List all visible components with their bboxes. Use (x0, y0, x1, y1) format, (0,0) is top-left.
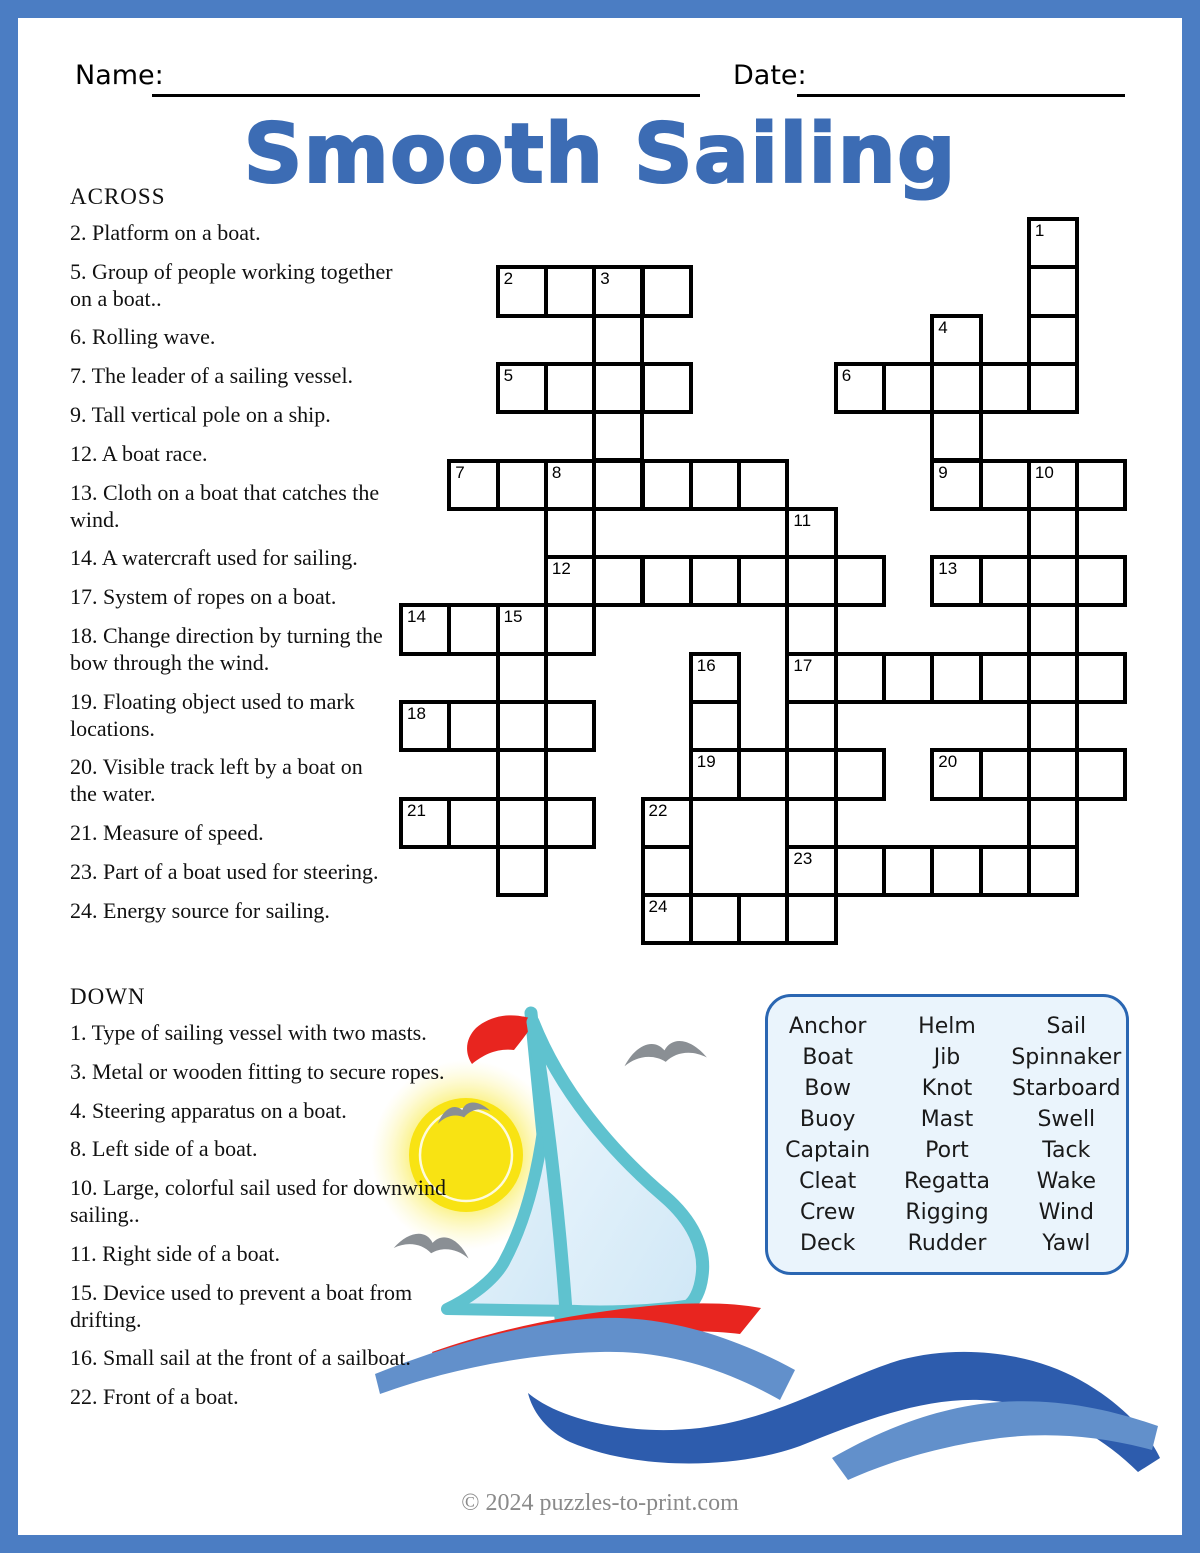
grid-cell[interactable] (592, 410, 644, 462)
clue-9: 9. Tall vertical pole on a ship. (70, 402, 331, 428)
grid-cell[interactable] (785, 797, 837, 849)
grid-cell[interactable] (1027, 362, 1079, 414)
grid-cell[interactable] (1075, 459, 1127, 511)
clue-3: 3. Metal or wooden fitting to secure ropes. (70, 1058, 445, 1084)
grid-cell[interactable] (1075, 652, 1127, 704)
grid-cell[interactable] (544, 797, 596, 849)
clue-20: 20. Visible track left by a boat on the water. (70, 754, 363, 807)
copyright-footer: © 2024 puzzles-to-print.com (461, 1490, 739, 1516)
grid-cell-12[interactable] (544, 555, 596, 607)
cell-number: 9 (938, 462, 948, 482)
grid-cell[interactable] (1027, 797, 1079, 849)
word-bank-word: Spinnaker (1011, 1044, 1122, 1070)
cell-number: 24 (648, 897, 668, 917)
grid-cell[interactable] (496, 748, 548, 800)
grid-cell[interactable] (785, 555, 837, 607)
grid-cell[interactable] (689, 700, 741, 752)
cell-number: 16 (696, 655, 716, 675)
word-bank-word: Deck (800, 1230, 856, 1256)
grid-cell[interactable] (882, 652, 934, 704)
grid-cell[interactable] (785, 700, 837, 752)
clue-8: 8. Left side of a boat. (70, 1136, 258, 1162)
grid-cell-13[interactable] (930, 555, 982, 607)
grid-cell[interactable] (496, 652, 548, 704)
word-bank-word: Wake (1036, 1168, 1096, 1194)
word-bank-word: Tack (1042, 1137, 1091, 1163)
grid-cell[interactable] (882, 845, 934, 897)
grid-cell[interactable] (544, 362, 596, 414)
grid-cell[interactable] (641, 555, 693, 607)
grid-cell[interactable] (1027, 507, 1079, 559)
grid-cell[interactable] (979, 748, 1031, 800)
cell-number: 8 (551, 462, 562, 482)
word-bank-word: Captain (785, 1137, 871, 1163)
clue-23: 23. Part of a boat used for steering. (70, 858, 379, 884)
clue-14: 14. A watercraft used for sailing. (70, 545, 358, 571)
word-bank-word: Knot (921, 1075, 973, 1101)
grid-cell[interactable] (592, 362, 644, 414)
word-bank-word: Boat (802, 1044, 853, 1070)
grid-cell[interactable] (834, 652, 886, 704)
word-bank-word: Sail (1046, 1013, 1087, 1039)
word-bank-column (768, 1011, 887, 1259)
cell-number: 18 (407, 704, 426, 723)
word-bank-word: Rudder (907, 1230, 987, 1256)
grid-cell[interactable] (785, 603, 837, 655)
clue-16: 16. Small sail at the front of a sailboat. (70, 1345, 411, 1371)
grid-cell-21[interactable] (399, 797, 451, 849)
grid-cell[interactable] (447, 603, 499, 655)
grid-cell-23[interactable] (785, 845, 837, 897)
clue-7: 7. The leader of a sailing vessel. (70, 363, 354, 389)
seagull-icon (623, 1038, 707, 1066)
grid-cell[interactable] (544, 507, 596, 559)
clue-10: 10. Large, colorful sail used for downwind sailing.. (70, 1175, 446, 1228)
clue-13: 13. Cloth on a boat that catches the wind. (70, 479, 380, 532)
cell-number: 15 (503, 607, 523, 627)
grid-cell[interactable] (1027, 845, 1079, 897)
clue-5: 5. Group of people working together on a boat.. (70, 258, 393, 311)
grid-cell[interactable] (689, 893, 741, 945)
grid-cell[interactable] (737, 459, 789, 511)
word-bank-word: Anchor (788, 1013, 867, 1039)
grid-cell-4[interactable] (930, 314, 982, 366)
grid-cell[interactable] (1027, 314, 1079, 366)
word-bank-word: Cleat (799, 1168, 857, 1194)
word-bank-word: Bow (804, 1075, 851, 1101)
grid-cell[interactable] (834, 748, 886, 800)
word-bank-word: Regatta (903, 1168, 990, 1194)
word-bank-column (1007, 1011, 1126, 1259)
grid-cell[interactable] (496, 797, 548, 849)
word-bank-word: Mast (920, 1106, 974, 1132)
grid-cell[interactable] (447, 700, 499, 752)
grid-cell[interactable] (882, 362, 934, 414)
grid-cell-20[interactable] (930, 748, 982, 800)
grid-cell[interactable] (930, 652, 982, 704)
flag (467, 1015, 535, 1064)
word-bank (765, 994, 1129, 1275)
cell-number: 14 (407, 607, 426, 627)
cell-number: 17 (793, 655, 813, 675)
date-label: Date: (733, 60, 807, 91)
cell-number: 11 (793, 510, 812, 530)
grid-cell-11[interactable] (785, 507, 837, 559)
clue-22: 22. Front of a boat. (70, 1384, 239, 1410)
grid-cell-18[interactable] (399, 700, 451, 752)
word-bank-word: Rigging (905, 1199, 989, 1225)
word-bank-word: Crew (799, 1199, 856, 1225)
clue-12: 12. A boat race. (70, 440, 208, 466)
cell-number: 19 (696, 752, 716, 772)
grid-cell[interactable] (737, 893, 789, 945)
grid-cell[interactable] (1027, 555, 1079, 607)
cell-number: 5 (503, 365, 514, 385)
grid-cell[interactable] (834, 555, 886, 607)
grid-cell[interactable] (1027, 265, 1079, 317)
grid-cell[interactable] (930, 362, 982, 414)
cell-number: 1 (1034, 221, 1045, 240)
cell-number: 12 (551, 559, 571, 579)
down-heading: DOWN (70, 984, 146, 1009)
grid-cell[interactable] (689, 555, 741, 607)
cell-number: 10 (1034, 462, 1054, 482)
date-input-line[interactable] (797, 60, 1125, 97)
grid-cell[interactable] (496, 845, 548, 897)
grid-cell-6[interactable] (834, 362, 886, 414)
grid-cell[interactable] (979, 652, 1031, 704)
grid-cell-2[interactable] (496, 265, 548, 317)
cell-number: 21 (407, 800, 426, 820)
grid-cell-16[interactable] (689, 652, 741, 704)
grid-cell-15[interactable] (496, 603, 548, 655)
grid-cell[interactable] (979, 555, 1031, 607)
grid-cell[interactable] (930, 845, 982, 897)
clue-18: 18. Change direction by turning the bow through the wind. (70, 623, 383, 675)
grid-cell[interactable] (979, 845, 1031, 897)
cell-number: 20 (938, 752, 958, 772)
word-bank-column (887, 1011, 1006, 1259)
grid-cell[interactable] (544, 700, 596, 752)
grid-cell[interactable] (785, 748, 837, 800)
grid-cell-17[interactable] (785, 652, 837, 704)
grid-cell[interactable] (979, 362, 1031, 414)
cell-number: 22 (648, 800, 668, 820)
word-bank-word: Starboard (1011, 1075, 1121, 1101)
grid-cell-7[interactable] (447, 459, 499, 511)
word-bank-word: Buoy (799, 1106, 856, 1132)
across-heading: ACROSS (70, 184, 166, 209)
grid-cell[interactable] (641, 362, 693, 414)
clue-4: 4. Steering apparatus on a boat. (70, 1097, 347, 1123)
cell-number: 4 (938, 317, 948, 337)
grid-cell-5[interactable] (496, 362, 548, 414)
grid-cell[interactable] (689, 459, 741, 511)
clue-24: 24. Energy source for sailing. (70, 897, 330, 923)
grid-cell[interactable] (1027, 603, 1079, 655)
grid-cell-1[interactable] (1027, 217, 1079, 269)
grid-cell[interactable] (592, 459, 644, 511)
name-input-line[interactable] (152, 60, 700, 97)
cell-number: 3 (600, 269, 610, 289)
grid-cell-19[interactable] (689, 748, 741, 800)
grid-cell[interactable] (930, 410, 982, 462)
clue-19: 19. Floating object used to mark locations. (70, 688, 355, 741)
clue-21: 21. Measure of speed. (70, 820, 264, 846)
clue-2: 2. Platform on a boat. (70, 220, 261, 245)
grid-cell[interactable] (496, 459, 548, 511)
cell-number: 7 (455, 462, 465, 482)
cell-number: 23 (793, 848, 813, 868)
word-bank-word: Yawl (1042, 1230, 1091, 1256)
word-bank-word: Swell (1037, 1106, 1096, 1132)
word-bank-word: Port (925, 1137, 969, 1163)
grid-cell[interactable] (641, 459, 693, 511)
clue-6: 6. Rolling wave. (70, 324, 216, 350)
word-bank-word: Wind (1038, 1199, 1094, 1225)
grid-cell[interactable] (737, 555, 789, 607)
grid-cell[interactable] (641, 845, 693, 897)
grid-cell-8[interactable] (544, 459, 596, 511)
grid-cell-9[interactable] (930, 459, 982, 511)
grid-cell[interactable] (1027, 652, 1079, 704)
word-bank-word: Jib (933, 1044, 961, 1070)
cell-number: 2 (503, 269, 514, 289)
grid-cell[interactable] (1027, 700, 1079, 752)
grid-cell[interactable] (1027, 748, 1079, 800)
grid-cell[interactable] (979, 459, 1031, 511)
grid-cell[interactable] (592, 555, 644, 607)
cell-number: 13 (938, 559, 958, 579)
clue-11: 11. Right side of a boat. (70, 1240, 280, 1266)
name-label: Name: (75, 60, 164, 91)
cell-number: 6 (841, 365, 852, 385)
across-clue-list (70, 220, 394, 937)
clue-17: 17. System of ropes on a boat. (70, 584, 337, 610)
grid-cell[interactable] (496, 700, 548, 752)
grid-cell[interactable] (785, 893, 837, 945)
page-title: Smooth Sailing (243, 107, 957, 202)
main-sail (533, 1022, 703, 1312)
down-clue-list (70, 1020, 450, 1423)
grid-cell[interactable] (1075, 555, 1127, 607)
grid-cell[interactable] (737, 748, 789, 800)
clue-1: 1. Type of sailing vessel with two masts. (70, 1020, 427, 1045)
grid-cell[interactable] (544, 603, 596, 655)
grid-cell[interactable] (447, 797, 499, 849)
grid-cell-22[interactable] (641, 797, 693, 849)
grid-cell[interactable] (834, 845, 886, 897)
grid-cell[interactable] (544, 265, 596, 317)
grid-cell-14[interactable] (399, 603, 451, 655)
grid-cell[interactable] (641, 265, 693, 317)
grid-cell-24[interactable] (641, 893, 693, 945)
grid-cell[interactable] (592, 314, 644, 366)
grid-cell-3[interactable] (592, 265, 644, 317)
word-bank-word: Helm (918, 1013, 976, 1039)
clue-15: 15. Device used to prevent a boat from drifting. (70, 1279, 413, 1332)
grid-cell[interactable] (1075, 748, 1127, 800)
grid-cell-10[interactable] (1027, 459, 1079, 511)
